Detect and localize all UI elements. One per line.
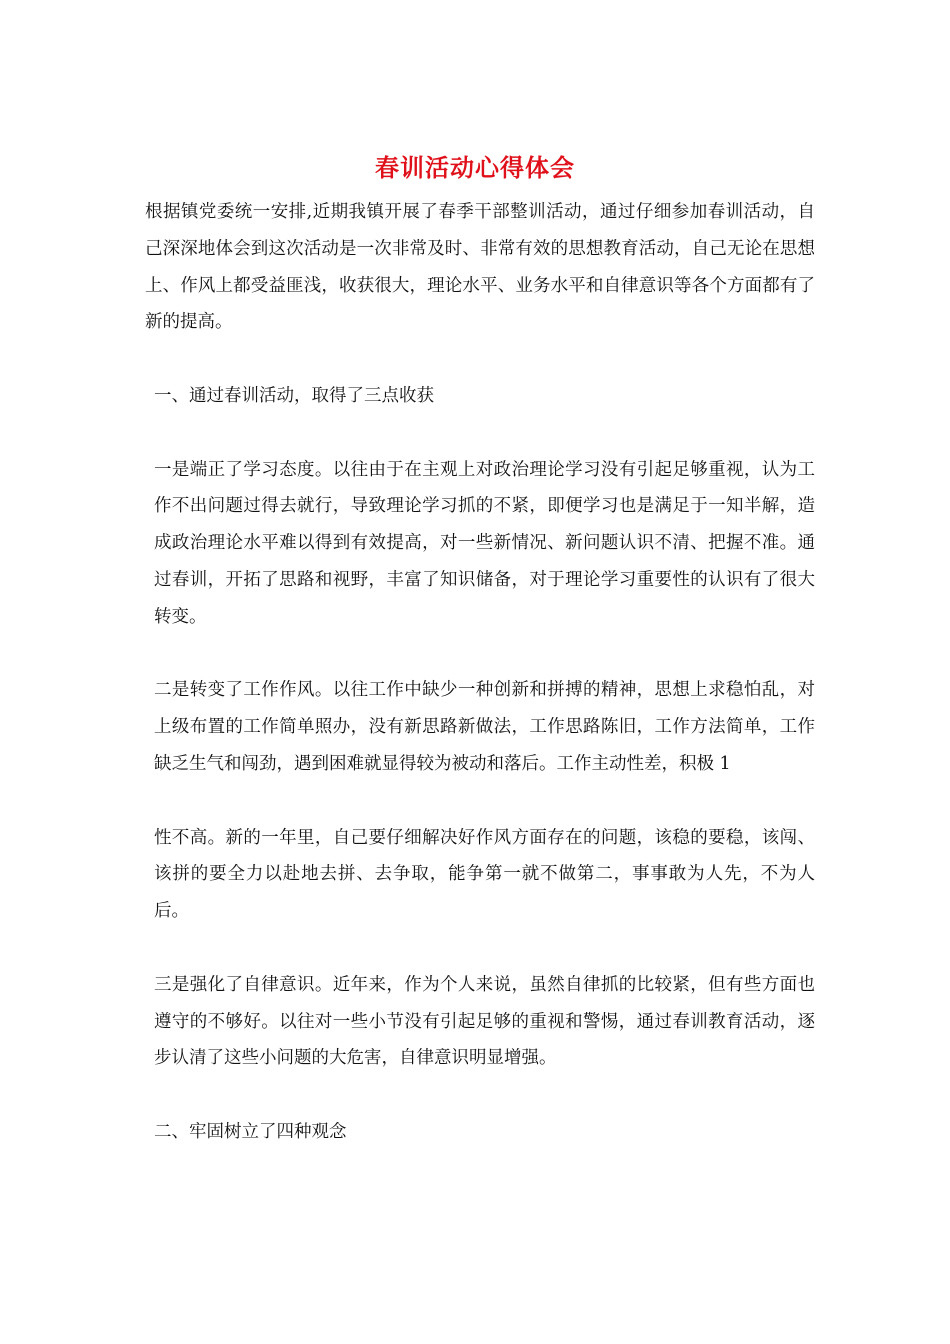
paragraph-point-2: 二是转变了工作作风。以往工作中缺少一种创新和拼搏的精神，思想上求稳怕乱，对上级布置的工作简单照办，没有新思路新做法，工作思路陈旧，工作方法简单，工作缺乏生气和闯劲，遇到困难就显得较为被动和落后。工作主动性差，积极 1 bbox=[154, 680, 815, 774]
paragraph-point-2-continued: 性不高。新的一年里，自己要仔细解决好作风方面存在的问题，该稳的要稳，该闯、该拼的要全力以赴地去拼、去争取，能争第一就不做第二，事事敢为人先，不为人后。 bbox=[154, 827, 815, 922]
paragraph-gap bbox=[145, 341, 815, 378]
paragraph-gap bbox=[145, 636, 815, 673]
paragraph-gap bbox=[145, 930, 815, 967]
document-body bbox=[145, 194, 815, 1151]
paragraph-gap bbox=[145, 783, 815, 820]
paragraph-point-1: 一是端正了学习态度。以往由于在主观上对政治理论学习没有引起足够重视，认为工作不出问题过得去就行，导致理论学习抓的不紧，即便学习也是满足于一知半解，造成政治理论水平难以得到有效提高，对一些新情况、新问题认识不清、把握不准。通过春训，开拓了思路和视野，丰富了知识储备，对于理论学习重要性的认识有了很大转变。 bbox=[154, 459, 815, 627]
paragraph-intro: 根据镇党委统一安排,近期我镇开展了春季干部整训活动，通过仔细参加春训活动，自己深深地体会到这次活动是一次非常及时、非常有效的思想教育活动，自己无论在思想上、作风上都受益匪浅，收获很大，理论水平、业务水平和自律意识等各个方面都有了新的提高。 bbox=[145, 202, 815, 333]
section-heading-2: 二、牢固树立了四种观念 bbox=[154, 1121, 347, 1142]
document-title: 春训活动心得体会 bbox=[375, 153, 575, 182]
paragraph-gap bbox=[145, 415, 815, 452]
paragraph-point-3: 三是强化了自律意识。近年来，作为个人来说，虽然自律抓的比较紧，但有些方面也遵守的不够好。以往对一些小节没有引起足够的重视和警惕，通过春训教育活动，逐步认清了这些小问题的大危害，自律意识明显增强。 bbox=[154, 974, 815, 1069]
section-heading-1: 一、通过春训活动，取得了三点收获 bbox=[154, 385, 434, 406]
paragraph-gap bbox=[145, 1077, 815, 1114]
